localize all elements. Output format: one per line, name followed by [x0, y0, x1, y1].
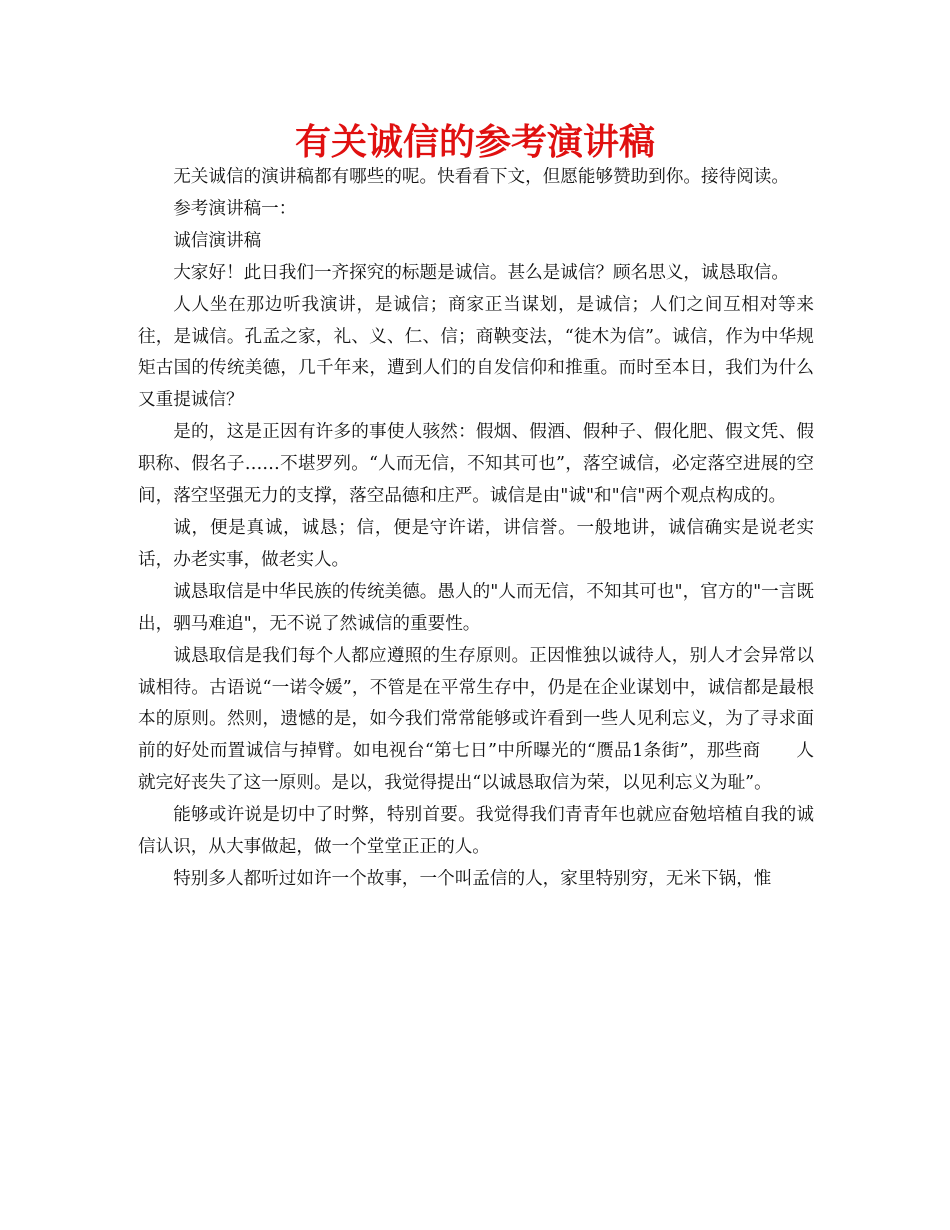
- paragraph: 诚恳取信是中华民族的传统美德。愚人的"人而无信，不知其可也"，官方的"一言既出，驷马难追"，无不说了然诚信的重要性。: [138, 581, 814, 634]
- article-body: [138, 162, 814, 896]
- paragraph: 是的，这是正因有许多的事使人骇然：假烟、假酒、假种子、假化肥、假文凭、假职称、假名子……不堪罗列。“人而无信，不知其可也”，落空诚信，必定落空进展的空间，落空坚强无力的支撑，落空品德和庄严。诚信是由"诚"和"信"两个观点构成的。: [138, 422, 814, 507]
- paragraph: 能够或许说是切中了时弊，特别首要。我觉得我们青青年也就应奋勉培植自我的诚信认识，从大事做起，做一个堂堂正正的人。: [138, 805, 814, 858]
- paragraph: 参考演讲稿一：: [173, 198, 297, 219]
- paragraph: 大家好！此日我们一齐探究的标题是诚信。甚么是诚信？顾名思义，诚恳取信。: [173, 262, 789, 283]
- page-title: 有关诚信的参考演讲稿: [294, 122, 655, 163]
- paragraph: 无关诚信的演讲稿都有哪些的呢。快看看下文，但愿能够赞助到你。接待阅读。: [173, 167, 789, 187]
- paragraph: 人人坐在那边听我演讲，是诚信；商家正当谋划，是诚信；人们之间互相对等来往，是诚信。孔孟之家，礼、义、仁、信；商鞅变法，“徙木为信”。诚信，作为中华规矩古国的传统美德，几千年来，遭到人们的自发信仰和推重。而时至本日，我们为什么又重提诚信？: [138, 294, 814, 411]
- paragraph: 诚，便是真诚，诚恳；信，便是守许诺，讲信誉。一般地讲，诚信确实是说老实话，办老实事，做老实人。: [138, 517, 814, 570]
- paragraph: 特别多人都听过如许一个故事，一个叫孟信的人，家里特别穷，无米下锅，惟: [173, 868, 772, 889]
- paragraph: 诚恳取信是我们每个人都应遵照的生存原则。正因惟独以诚待人，别人才会异常以诚相待。古语说“一诺令媛”，不管是在平常生存中，仍是在企业谋划中，诚信都是最根本的原则。然则，遗憾的是，如今我们常常能够或许看到一些人见利忘义，为了寻求面前的好处而置诚信与掉臂。如电视台“第七日”中所曝光的“赝品1条街”，那些商 人就完好丧失了这一原则。是以，我觉得提出“以诚恳取信为荣，以见利忘义为耻”。: [138, 645, 814, 794]
- paragraph: 诚信演讲稿: [173, 230, 262, 251]
